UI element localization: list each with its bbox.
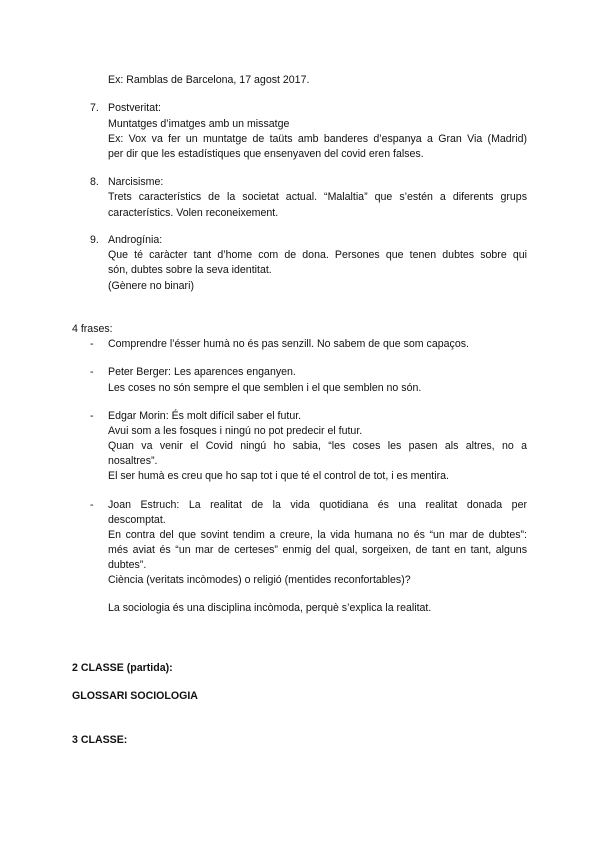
bullet-line: més aviat és “un mar de certeses” enmig del qual, sorgeixen, de tant en tant, alguns (108, 544, 527, 556)
bullet-line: Les coses no són sempre el que semblen i el que semblen no són. (108, 382, 422, 394)
bullet-line: nosaltres”. (108, 455, 158, 467)
item-number: 8. (90, 176, 99, 188)
item-line: Ex: Vox va fer un muntatge de taüts amb banderes d’espanya a Gran Via (Madrid) (108, 133, 527, 145)
bullet-line: Quan va venir el Covid ningú ho sabia, “les coses les pasen als altres, no a (108, 440, 527, 452)
glossari-heading: GLOSSARI SOCIOLOGIA (72, 690, 198, 702)
bullet-line: Ciència (veritats incòmodes) o religió (mentides reconfortables)? (108, 574, 411, 586)
item-number: 7. (90, 102, 99, 114)
bullet-dash: - (90, 338, 94, 350)
bullet-line: En contra del que sovint tendim a creure, la vida humana no és “un mar de dubtes”: (108, 529, 527, 541)
item-line: Que té caràcter tant d’home com de dona. Persones que tenen dubtes sobre qui (108, 249, 527, 261)
item-line: Trets característics de la societat actual. “Malaltia” que s’estén a diferents grups (108, 191, 527, 203)
intro-example: Ex: Ramblas de Barcelona, 17 agost 2017. (108, 74, 310, 86)
bullet-line: Comprendre l’ésser humà no és pas senzill. No sabem de que som capaços. (108, 338, 469, 350)
bullet-line: La sociologia és una disciplina incòmoda, perquè s’explica la realitat. (108, 602, 432, 614)
bullet-line: dubtes”. (108, 559, 147, 571)
bullet-line: Joan Estruch: La realitat de la vida quotidiana és una realitat donada per (108, 499, 527, 511)
bullet-line: Avui som a les fosques i ningú no pot predecir el futur. (108, 425, 363, 437)
bullet-dash: - (90, 366, 94, 378)
item-title: Narcisisme: (108, 176, 164, 188)
item-line: (Gènere no binari) (108, 280, 194, 292)
item-line: són, dubtes sobre la seva identitat. (108, 264, 272, 276)
bullet-dash: - (90, 499, 94, 511)
section-heading-2-classe: 2 CLASSE (partida): (72, 662, 173, 674)
bullet-dash: - (90, 410, 94, 422)
bullet-line: El ser humà es creu que ho sap tot i que té el control de tot, i es mentira. (108, 470, 449, 482)
item-line: característics. Volen reconeixement. (108, 207, 279, 219)
section-heading-3-classe: 3 CLASSE: (72, 734, 128, 746)
bullet-line: Edgar Morin: És molt difícil saber el futur. (108, 410, 302, 422)
item-number: 9. (90, 234, 99, 246)
item-title: Androgínia: (108, 234, 163, 246)
bullet-line: Peter Berger: Les aparences enganyen. (108, 366, 296, 378)
frases-heading: 4 frases: (72, 323, 113, 335)
item-line: per dir que les estadístiques que ensenyaven del covid eren falses. (108, 148, 424, 160)
bullet-line: descomptat. (108, 514, 166, 526)
item-title: Postveritat: (108, 102, 161, 114)
item-line: Muntatges d’imatges amb un missatge (108, 118, 290, 130)
